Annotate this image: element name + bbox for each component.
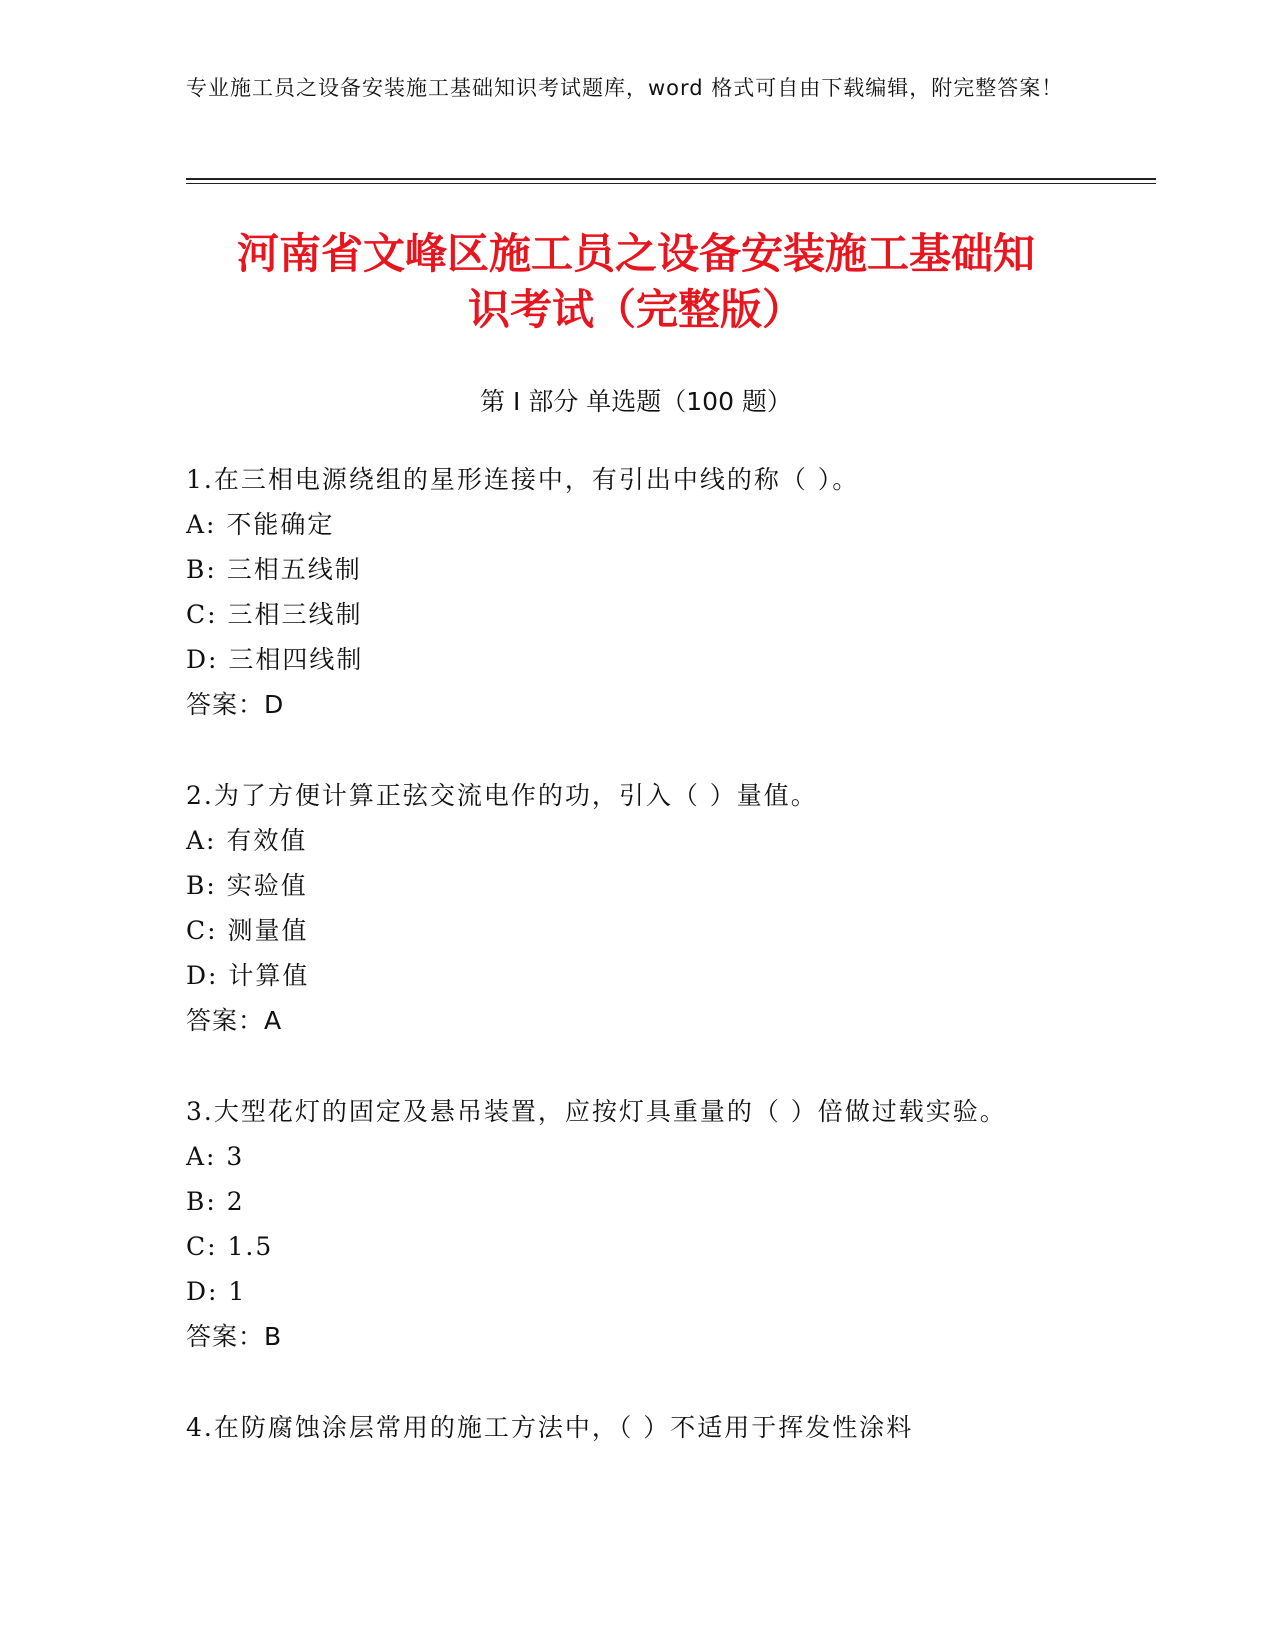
answer: 答案：B: [186, 1322, 283, 1351]
option-d: D: 1: [186, 1277, 247, 1306]
option-c: C: 1.5: [186, 1232, 274, 1261]
option-a: A: 不能确定: [186, 510, 335, 539]
header-note: 专业施工员之设备安装施工基础知识考试题库，word 格式可自由下载编辑，附完整答案！: [186, 76, 1064, 100]
question-2: [186, 773, 1136, 1043]
option-a: A: 3: [186, 1142, 245, 1171]
option-c: C: 测量值: [186, 916, 309, 945]
section-title: 第 I 部分 单选题（100 题）: [480, 387, 792, 416]
answer: 答案：D: [186, 690, 285, 719]
question-stem: 2.为了方便计算正弦交流电作的功，引入（ ）量值。: [186, 781, 818, 810]
document-title-line-2: 识考试（完整版）: [467, 285, 804, 334]
option-b: B: 实验值: [186, 871, 308, 900]
answer: 答案：A: [186, 1006, 283, 1035]
option-b: B: 2: [186, 1187, 245, 1216]
header-divider-thick: [186, 178, 1156, 180]
question-stem: 1.在三相电源绕组的星形连接中，有引出中线的称（ ）。: [186, 465, 860, 494]
document-title-line-1: 河南省文峰区施工员之设备安装施工基础知: [236, 229, 1035, 278]
question-1: [186, 457, 1136, 727]
option-a: A: 有效值: [186, 826, 308, 855]
option-d: D: 计算值: [186, 961, 310, 990]
document-title: [186, 226, 1086, 338]
option-b: B: 三相五线制: [186, 555, 362, 584]
question-stem: 3.大型花灯的固定及悬吊装置，应按灯具重量的（ ）倍做过载实验。: [186, 1097, 1007, 1126]
header-divider-thin: [186, 183, 1156, 184]
option-d: D: 三相四线制: [186, 645, 364, 674]
question-3: [186, 1089, 1136, 1359]
question-stem: 4.在防腐蚀涂层常用的施工方法中，（ ）不适用于挥发性涂料: [186, 1413, 914, 1442]
question-4: [186, 1405, 1136, 1450]
option-c: C: 三相三线制: [186, 600, 363, 629]
